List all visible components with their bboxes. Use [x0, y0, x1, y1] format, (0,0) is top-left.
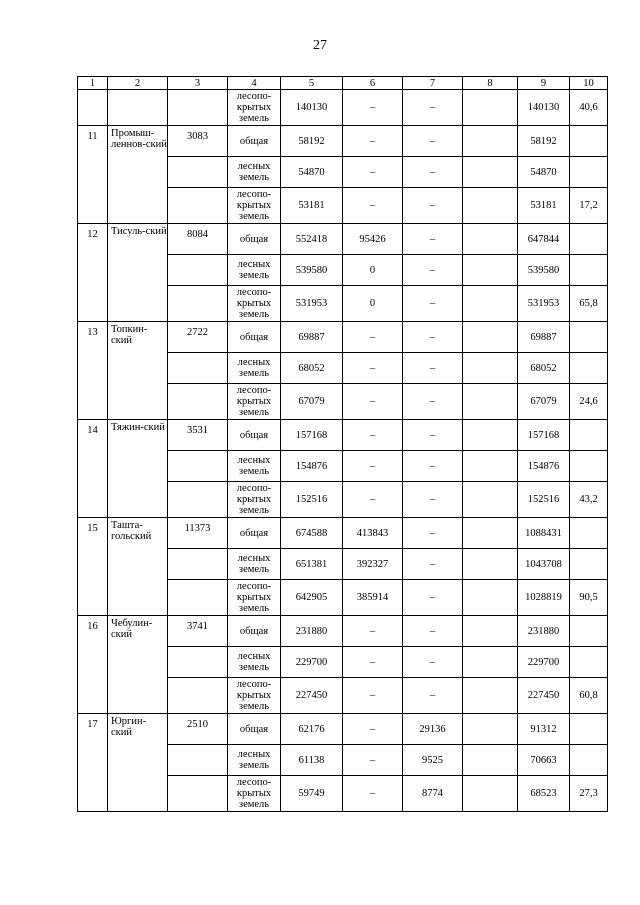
land-kind-cell: лесопо-крытых земель [228, 678, 281, 714]
land-kind-cell: лесопо-крытых земель [228, 90, 281, 126]
cell [108, 90, 168, 126]
cell: – [343, 714, 403, 745]
land-kind-cell: лесопо-крытых земель [228, 482, 281, 518]
cell: – [403, 188, 463, 224]
cell [168, 353, 228, 384]
row-number-cell: 12 [78, 224, 108, 322]
cell: 53181 [518, 188, 570, 224]
land-kind-cell: общая [228, 518, 281, 549]
land-kind-cell: лесных земель [228, 157, 281, 188]
row-number-cell: 11 [78, 126, 108, 224]
cell: 385914 [343, 580, 403, 616]
table-row [78, 518, 608, 549]
table-row [78, 714, 608, 745]
cell [168, 90, 228, 126]
table-row [78, 322, 608, 353]
area-cell: 8084 [168, 224, 228, 255]
cell: – [403, 126, 463, 157]
cell: 647844 [518, 224, 570, 255]
cell [570, 420, 608, 451]
cell: – [403, 384, 463, 420]
cell [570, 714, 608, 745]
cell: 231880 [518, 616, 570, 647]
cell: 152516 [281, 482, 343, 518]
land-kind-cell: лесных земель [228, 451, 281, 482]
cell: 43,2 [570, 482, 608, 518]
row-number-cell: 13 [78, 322, 108, 420]
cell [168, 482, 228, 518]
cell [463, 745, 518, 776]
cell: 53181 [281, 188, 343, 224]
cell: – [403, 549, 463, 580]
continuation-row [78, 90, 608, 126]
cell: 69887 [281, 322, 343, 353]
district-name-cell: Чебулин-ский [108, 616, 168, 714]
cell: 229700 [281, 647, 343, 678]
area-cell: 3741 [168, 616, 228, 647]
cell [463, 224, 518, 255]
district-name-cell: Тисуль-ский [108, 224, 168, 322]
cell: 539580 [281, 255, 343, 286]
cell: 68052 [518, 353, 570, 384]
cell: 413843 [343, 518, 403, 549]
row-number-cell: 17 [78, 714, 108, 812]
cell: – [403, 224, 463, 255]
cell: – [343, 126, 403, 157]
cell [78, 90, 108, 126]
cell [463, 616, 518, 647]
cell [463, 678, 518, 714]
district-name-cell: Ташта-гольский [108, 518, 168, 616]
cell: 1043708 [518, 549, 570, 580]
cell: 9525 [403, 745, 463, 776]
cell: 140130 [281, 90, 343, 126]
cell [463, 90, 518, 126]
table-row [78, 224, 608, 255]
cell: 227450 [281, 678, 343, 714]
land-kind-cell: лесных земель [228, 353, 281, 384]
cell [168, 157, 228, 188]
cell: 1028819 [518, 580, 570, 616]
cell: 58192 [518, 126, 570, 157]
col-header: 6 [343, 77, 403, 90]
cell: – [403, 157, 463, 188]
cell [463, 126, 518, 157]
cell: 531953 [518, 286, 570, 322]
cell [168, 255, 228, 286]
cell [570, 255, 608, 286]
cell [463, 482, 518, 518]
district-name-cell: Тяжин-ский [108, 420, 168, 518]
cell: – [403, 420, 463, 451]
area-cell: 2722 [168, 322, 228, 353]
cell [168, 188, 228, 224]
cell [570, 126, 608, 157]
land-kind-cell: лесопо-крытых земель [228, 188, 281, 224]
cell [570, 353, 608, 384]
cell [570, 745, 608, 776]
row-number-cell: 14 [78, 420, 108, 518]
cell [570, 647, 608, 678]
cell [463, 384, 518, 420]
cell [168, 776, 228, 812]
cell [168, 580, 228, 616]
land-kind-cell: общая [228, 224, 281, 255]
cell: 152516 [518, 482, 570, 518]
cell: 0 [343, 255, 403, 286]
cell [463, 353, 518, 384]
cell [463, 322, 518, 353]
cell: 91312 [518, 714, 570, 745]
cell: 154876 [281, 451, 343, 482]
cell: 62176 [281, 714, 343, 745]
land-kind-cell: общая [228, 420, 281, 451]
cell [463, 580, 518, 616]
cell [168, 678, 228, 714]
cell: – [403, 580, 463, 616]
cell: – [403, 286, 463, 322]
cell: 231880 [281, 616, 343, 647]
land-kind-cell: общая [228, 616, 281, 647]
cell [570, 518, 608, 549]
cell: 90,5 [570, 580, 608, 616]
cell: 8774 [403, 776, 463, 812]
cell [168, 549, 228, 580]
land-kind-cell: лесных земель [228, 255, 281, 286]
cell: – [403, 678, 463, 714]
land-kind-cell: лесопо-крытых земель [228, 384, 281, 420]
cell [463, 188, 518, 224]
cell: – [403, 616, 463, 647]
cell: – [343, 322, 403, 353]
cell [463, 518, 518, 549]
area-cell: 3531 [168, 420, 228, 451]
col-header: 8 [463, 77, 518, 90]
col-header: 5 [281, 77, 343, 90]
cell [570, 322, 608, 353]
cell: 54870 [281, 157, 343, 188]
cell [168, 286, 228, 322]
cell: 68052 [281, 353, 343, 384]
cell: – [343, 157, 403, 188]
cell: – [343, 420, 403, 451]
cell [570, 549, 608, 580]
page-number: 27 [313, 38, 327, 53]
land-kind-cell: лесных земель [228, 647, 281, 678]
cell: 157168 [518, 420, 570, 451]
cell: 539580 [518, 255, 570, 286]
cell: 60,8 [570, 678, 608, 714]
cell: – [343, 616, 403, 647]
cell [463, 255, 518, 286]
cell: – [343, 678, 403, 714]
cell: 154876 [518, 451, 570, 482]
cell: 674588 [281, 518, 343, 549]
cell [168, 384, 228, 420]
cell: 69887 [518, 322, 570, 353]
header-row [78, 77, 608, 90]
land-kind-cell: лесных земель [228, 549, 281, 580]
table-row [78, 616, 608, 647]
cell: – [403, 482, 463, 518]
forest-area-table [77, 76, 608, 812]
cell [570, 451, 608, 482]
cell [570, 157, 608, 188]
cell: 1088431 [518, 518, 570, 549]
cell: – [403, 518, 463, 549]
cell [463, 286, 518, 322]
cell: 59749 [281, 776, 343, 812]
col-header: 3 [168, 77, 228, 90]
cell [168, 745, 228, 776]
table-row [78, 420, 608, 451]
cell [463, 451, 518, 482]
district-name-cell: Юргин-ский [108, 714, 168, 812]
cell: 24,6 [570, 384, 608, 420]
cell: – [343, 745, 403, 776]
cell: – [403, 647, 463, 678]
cell: – [403, 90, 463, 126]
cell: – [343, 353, 403, 384]
col-header: 10 [570, 77, 608, 90]
cell: – [403, 255, 463, 286]
cell: 70663 [518, 745, 570, 776]
cell: 651381 [281, 549, 343, 580]
row-number-cell: 15 [78, 518, 108, 616]
cell: – [403, 353, 463, 384]
cell: – [343, 776, 403, 812]
cell: 0 [343, 286, 403, 322]
cell: 40,6 [570, 90, 608, 126]
table-row [78, 126, 608, 157]
cell: 58192 [281, 126, 343, 157]
land-kind-cell: общая [228, 322, 281, 353]
cell: – [343, 90, 403, 126]
cell [463, 776, 518, 812]
cell: – [343, 384, 403, 420]
cell: – [343, 451, 403, 482]
land-kind-cell: лесопо-крытых земель [228, 580, 281, 616]
cell: 229700 [518, 647, 570, 678]
cell: 61138 [281, 745, 343, 776]
cell: – [343, 482, 403, 518]
cell [463, 420, 518, 451]
land-kind-cell: лесопо-крытых земель [228, 286, 281, 322]
area-cell: 3083 [168, 126, 228, 157]
cell [570, 616, 608, 647]
cell: 227450 [518, 678, 570, 714]
land-kind-cell: общая [228, 714, 281, 745]
cell: – [343, 188, 403, 224]
cell: 95426 [343, 224, 403, 255]
cell: 65,8 [570, 286, 608, 322]
row-number-cell: 16 [78, 616, 108, 714]
area-cell: 2510 [168, 714, 228, 745]
cell [463, 549, 518, 580]
cell: 17,2 [570, 188, 608, 224]
land-kind-cell: общая [228, 126, 281, 157]
col-header: 2 [108, 77, 168, 90]
land-kind-cell: лесных земель [228, 745, 281, 776]
land-kind-cell: лесопо-крытых земель [228, 776, 281, 812]
cell: 68523 [518, 776, 570, 812]
col-header: 1 [78, 77, 108, 90]
cell: 67079 [518, 384, 570, 420]
cell [463, 647, 518, 678]
cell: 67079 [281, 384, 343, 420]
cell: – [403, 451, 463, 482]
district-name-cell: Промыш-леннов-ский [108, 126, 168, 224]
col-header: 7 [403, 77, 463, 90]
cell: 392327 [343, 549, 403, 580]
cell: 140130 [518, 90, 570, 126]
cell [463, 714, 518, 745]
cell: 54870 [518, 157, 570, 188]
cell: 29136 [403, 714, 463, 745]
cell: 27,3 [570, 776, 608, 812]
col-header: 9 [518, 77, 570, 90]
cell: 531953 [281, 286, 343, 322]
cell: – [343, 647, 403, 678]
cell [463, 157, 518, 188]
cell [570, 224, 608, 255]
cell [168, 451, 228, 482]
cell: – [403, 322, 463, 353]
cell: 552418 [281, 224, 343, 255]
area-cell: 11373 [168, 518, 228, 549]
district-name-cell: Топкин-ский [108, 322, 168, 420]
col-header: 4 [228, 77, 281, 90]
cell [168, 647, 228, 678]
cell: 157168 [281, 420, 343, 451]
cell: 642905 [281, 580, 343, 616]
